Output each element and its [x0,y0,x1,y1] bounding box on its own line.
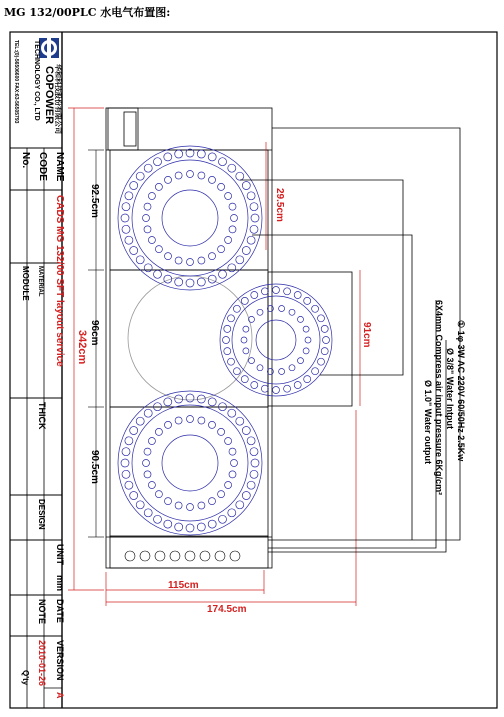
label-note: NOTE [37,599,47,625]
station-cup [144,203,151,210]
station-cup [312,305,319,312]
annotation-water-in: Ø 3/8" Water Intput [445,348,455,429]
station-cup [233,305,240,312]
station-cup [143,215,150,222]
station-cup [165,498,172,505]
station-cup [143,460,150,467]
company-name-cn: 华和科技股份有限公司 [54,64,61,134]
station-cup [247,437,255,445]
station-cup [236,172,244,180]
company-logo-icon [39,38,59,58]
station-cup [303,348,309,354]
station-cup [225,482,232,489]
station-cup [187,504,194,511]
station-cup [228,409,236,417]
station-cup [250,203,258,211]
drawing-frame [10,32,497,708]
station-cup [298,358,304,364]
station-cup [218,183,225,190]
station-cup [148,193,155,200]
annotation-air: 6X4mm Compress air input pressure 6Kg/cm² [434,300,444,496]
station-cup [229,226,236,233]
station-cup [224,325,231,332]
station-cup [251,459,259,467]
station-cup [241,337,247,343]
label-name: NAME [54,152,65,182]
station-cup [241,297,248,304]
station-cup [250,470,258,478]
station-cup [175,523,183,531]
station-cup [228,164,236,172]
station-cup [144,226,151,233]
station-cup [175,257,182,264]
station-cup [249,358,255,364]
version-value: A [55,692,65,699]
station-cup [294,292,301,299]
station-cup [144,409,152,417]
label-version: VERSION [55,640,65,681]
dim-342: 342cm [76,330,88,365]
station-cup [136,501,144,509]
station-cup [130,247,138,255]
station-cup [164,520,172,528]
station-cup [303,326,309,332]
station-cup [198,257,205,264]
station-cup [279,306,285,312]
station-cup [284,288,291,295]
label-design: DESIGN [37,499,46,530]
station-cup [186,279,194,287]
station-cup [321,348,328,355]
dim-925: 92.5cm [89,184,100,218]
station-cup [144,448,151,455]
station-cup [197,523,205,531]
station-cup [225,237,232,244]
station-cup [130,182,138,190]
station-cup [321,325,328,332]
station-cup [219,515,227,523]
station-cup [223,337,230,344]
station-cup [125,481,133,489]
station-cup [122,470,130,478]
station-cup [208,520,216,528]
station-cup [304,297,311,304]
label-thick: THICK [37,402,47,430]
station-cup [165,176,172,183]
dim-905: 90.5cm [89,450,100,484]
station-cup [228,509,236,517]
station-cup [247,236,255,244]
station-cup [251,292,258,299]
station-cup [312,368,319,375]
station-cup [229,448,236,455]
station-cup [155,183,162,190]
station-cup [175,172,182,179]
station-cup [186,394,194,402]
station-cup [228,264,236,272]
station-cup [136,417,144,425]
station-cup [198,502,205,509]
station-cup [233,368,240,375]
station-cup [187,416,194,423]
station-cup [198,417,205,424]
station-cup [305,337,311,343]
station-cup [148,438,155,445]
station-cup [289,365,295,371]
station-cup [125,192,133,200]
station-cup [144,471,151,478]
station-cup [122,448,130,456]
company-name-en: COPOWER [43,66,55,125]
station-cup [125,437,133,445]
station-cup [247,192,255,200]
station-cup [243,326,249,332]
turret-top [118,146,262,290]
station-cup [247,481,255,489]
station-cup [224,348,231,355]
station-cup [175,417,182,424]
station-cup [228,358,235,365]
station-cup [175,502,182,509]
label-no: No. [20,152,31,169]
station-cup [122,225,130,233]
station-cup [250,448,258,456]
utility-lines [240,128,460,552]
station-cup [241,376,248,383]
station-cup [242,182,250,190]
station-cup [164,153,172,161]
station-cup [251,382,258,389]
label-material: MATERIAL [37,266,43,297]
station-cup [218,491,225,498]
company-contact: TEL:(0)-56506600 FAX:63-56505793 [13,40,19,124]
station-cup [197,150,205,158]
dim-115: 115cm [168,580,199,591]
station-cup [257,309,263,315]
station-cup [251,214,259,222]
station-cup [318,315,325,322]
station-cup [218,246,225,253]
station-cup [242,492,250,500]
station-cup [208,398,216,406]
dim-91: 91cm [361,322,372,348]
station-cup [136,256,144,264]
station-cup [298,316,304,322]
station-cup [144,164,152,172]
station-cup [155,246,162,253]
dim-295: 29.5cm [274,188,285,222]
station-cup [121,459,129,467]
station-cup [154,158,162,166]
turret-bottom [118,391,262,535]
station-cup [208,153,216,161]
station-cup [236,501,244,509]
station-cup [165,253,172,260]
station-cup [229,203,236,210]
station-cup [209,421,216,428]
station-cup [231,215,238,222]
station-cup [231,460,238,467]
station-cup [225,438,232,445]
station-cup [257,365,263,371]
station-cup [144,509,152,517]
station-cup [154,515,162,523]
empty-station [128,276,252,400]
station-cup [155,428,162,435]
station-cup [323,337,330,344]
station-cup [130,492,138,500]
station-cup [121,214,129,222]
station-cup [289,309,295,315]
station-cup [198,172,205,179]
label-module: MODULE [21,266,30,301]
station-cup [250,225,258,233]
station-cup [209,176,216,183]
station-cup [165,421,172,428]
station-cup [279,369,285,375]
station-cup [228,315,235,322]
company-name-en-2: TECHNOLOGY CO., LTD [33,40,40,121]
name-value: CADS MG 132/00 SFT layout service [54,195,65,367]
station-cup [122,203,130,211]
station-cup [144,264,152,272]
label-qty: Q'ty [21,670,30,686]
station-cup [219,158,227,166]
station-cup [236,417,244,425]
station-cup [175,278,183,286]
label-code: CODE [37,152,48,181]
station-cup [187,259,194,266]
station-cup [261,385,268,392]
station-cup [209,498,216,505]
station-cup [242,427,250,435]
station-cup [209,253,216,260]
annotation-water-out: Ø 1.0" Water output [423,380,433,464]
station-cup [148,237,155,244]
label-date: DATE [55,599,65,623]
station-cup [155,491,162,498]
station-cup [236,256,244,264]
station-cup [273,287,280,294]
station-cup [294,382,301,389]
station-cup [219,270,227,278]
unit-value: mm [55,575,65,592]
station-cup [186,524,194,532]
date-value: 2010-01-26 [37,640,47,687]
station-cup [197,278,205,286]
station-cup [242,247,250,255]
station-cup [164,398,172,406]
station-cup [148,482,155,489]
station-cup [187,171,194,178]
station-cup [154,270,162,278]
station-cup [261,288,268,295]
station-cup [175,150,183,158]
station-cup [284,385,291,392]
station-cup [273,387,280,394]
control-modules [125,551,240,561]
label-unit: UNIT [55,544,65,565]
dim-1745: 174.5cm [207,604,247,615]
station-cup [218,428,225,435]
station-cup [130,427,138,435]
title-block [10,32,65,708]
annotation-power: ① 1φ 3W AC 220V 60/50Hz 2.5Kw [456,320,466,462]
dim-96: 96cm [89,320,100,346]
station-cup [318,358,325,365]
station-cup [243,348,249,354]
station-cup [304,376,311,383]
page-heading: MG 132/00PLC 水电气布置图: [4,6,171,19]
station-cup [229,471,236,478]
station-cup [136,172,144,180]
station-cup [225,193,232,200]
station-cup [125,236,133,244]
